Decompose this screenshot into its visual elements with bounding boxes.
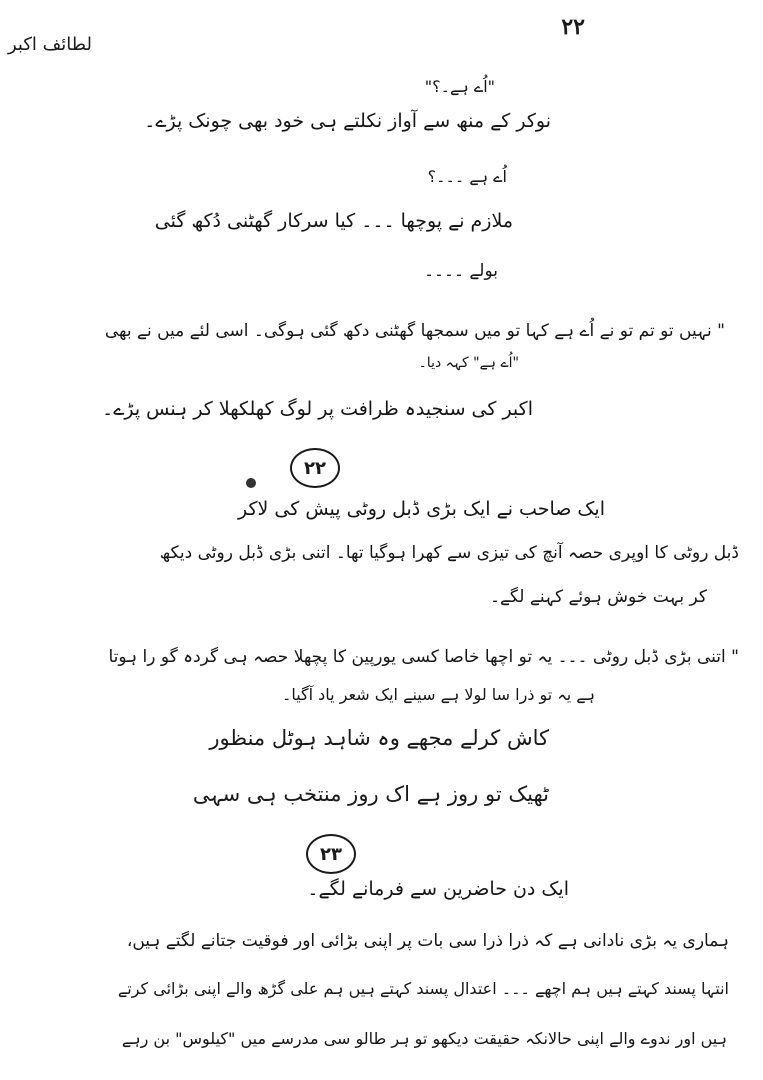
text-line: ہے یہ تو ذرا سا لولا ہے سینے ایک شعر یاد آگیا۔ — [281, 685, 595, 704]
book-title: لطائف اکبر — [8, 34, 93, 55]
section-number-23: ۲۳ — [306, 834, 356, 874]
text-line: کر بہت خوش ہوئے کہنے لگے۔ — [490, 587, 707, 607]
text-line: ڈبل روٹی کا اوپری حصہ آنچ کی تیزی سے کھرا ہوگیا تھا۔ اتنی بڑی ڈبل روٹی دیکھ — [159, 543, 739, 563]
text-line: "اُے ہے۔؟" — [424, 77, 495, 96]
text-line: ملازم نے پوچھا ۔۔۔ کیا سرکار گھٹنی دُکھ گئی — [154, 210, 513, 232]
text-line: "اُے ہے" کہہ دیا۔ — [418, 355, 519, 371]
text-line: انتہا پسند کہتے ہیں ہم اچھے ۔۔۔ اعتدال پسند کہتے ہیں ہم علی گڑھ والے اپنی بڑائی کرتے — [117, 979, 729, 998]
text-line: " اتنی بڑی ڈبل روٹی ۔۔۔ یہ تو اچھا خاصا کسی یورپین کا پچھلا حصہ ہی گردہ گو را ہوتا — [108, 647, 739, 667]
verse-line: کاش کرلے مجھے وہ شاہد ہوٹل منظور — [209, 726, 549, 750]
section-number-22: ۲۲ — [290, 448, 340, 488]
text-line: بولے ۔۔۔۔ — [424, 261, 498, 281]
text-line: ایک دن حاضرین سے فرمانے لگے۔ — [307, 878, 569, 900]
text-line: ایک صاحب نے ایک بڑی ڈبل روٹی پیش کی لاکر — [238, 498, 605, 520]
text-line: ہیں اور ندوے والے اپنی حالانکہ حقیقت دیکھو تو ہر طالو سی مدرسے میں "کیلوس" بن رہے — [121, 1029, 727, 1048]
text-line: ہماری یہ بڑی نادانی ہے کہ ذرا ذرا سی بات پر اپنی بڑائی اور فوقیت جتانے لگتے ہیں، — [126, 931, 729, 951]
text-line: نوکر کے منھ سے آواز نکلتے ہی خود بھی چونک پڑے۔ — [144, 110, 551, 132]
text-line: اُے ہے ۔۔۔؟ — [427, 167, 507, 186]
text-line: " نہیں تو تم تو نے اُے ہے کہا تو میں سمجھا گھٹنی دکھ گئی ہوگی۔ اسی لئے میں نے بھی — [104, 321, 725, 341]
ink-dot — [246, 478, 256, 488]
text-line: اکبر کی سنجیدہ ظرافت پر لوگ کھلکھلا کر ہنس پڑے۔ — [102, 398, 533, 420]
verse-line: ٹھیک تو روز ہے اک روز منتخب ہی سہی — [192, 782, 549, 806]
page-number: ۲۲ — [561, 14, 585, 40]
